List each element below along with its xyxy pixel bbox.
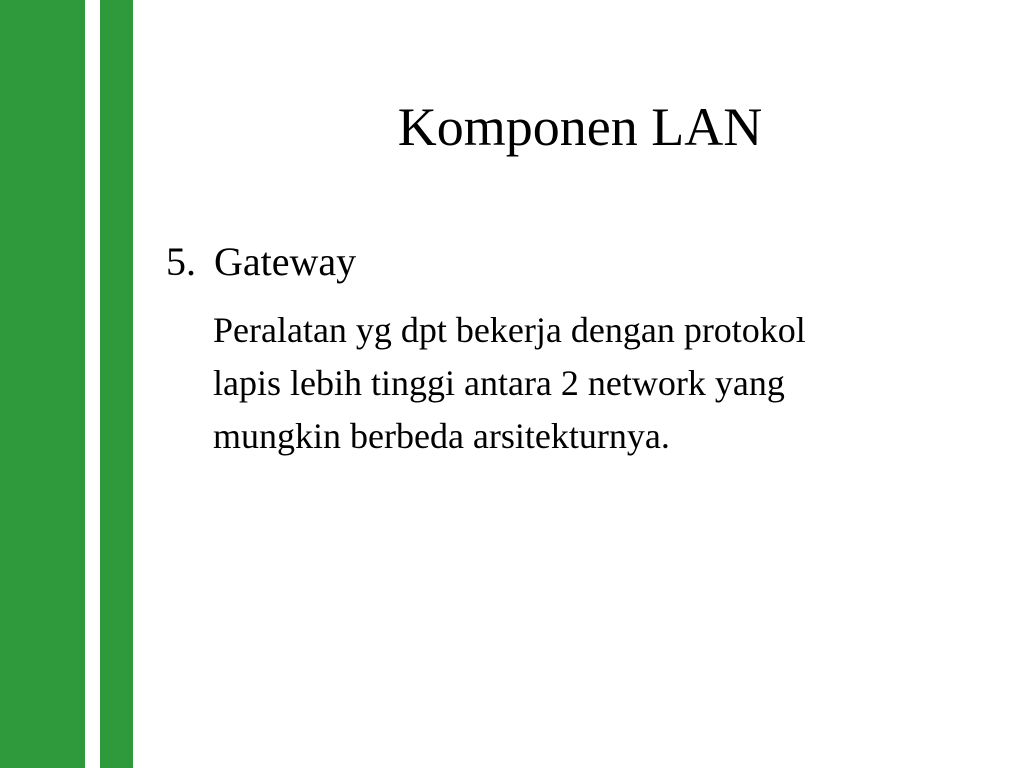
list-item-description [213, 304, 1003, 463]
decorative-green-bar-wide [0, 0, 85, 768]
list-item-heading [166, 236, 356, 288]
list-item-number: 5. [166, 239, 196, 284]
decorative-green-bar-narrow [100, 0, 133, 768]
description-line: lapis lebih tinggi antara 2 network yang [213, 363, 785, 403]
slide-title: Komponen LAN [397, 97, 763, 157]
description-line: mungkin berbeda arsitekturnya. [213, 416, 670, 456]
description-line: Peralatan yg dpt bekerja dengan protokol [213, 310, 806, 350]
list-item-title: Gateway [214, 239, 357, 284]
